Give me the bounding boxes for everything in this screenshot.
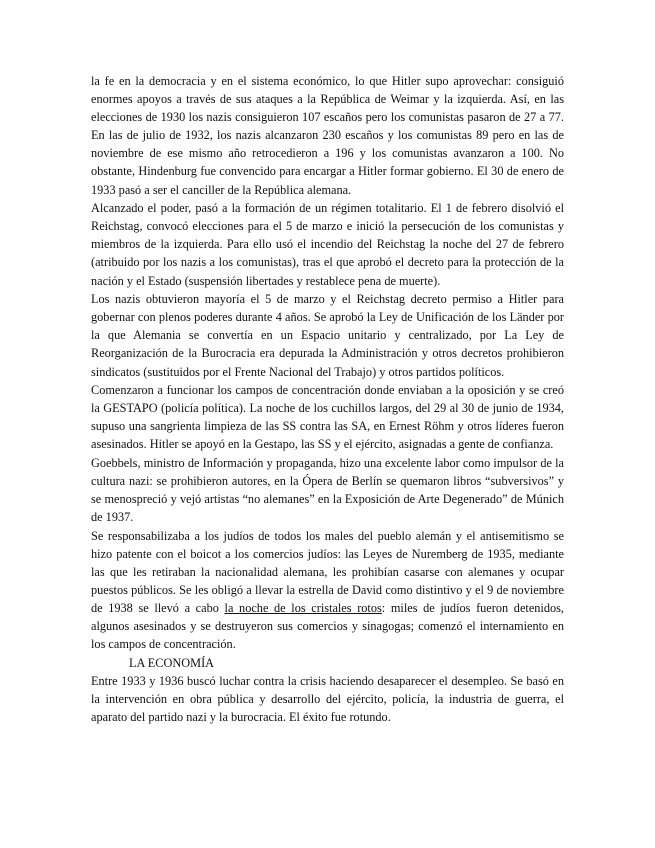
antisemitism-text-after: : miles de judíos fueron detenidos, algunos asesinados y se destruyeron sus comercios y sinagogas; comenzó el internamiento en los campos de concentración. — [91, 601, 564, 652]
paragraph-concentration-camps: Comenzaron a funcionar los campos de concentración donde enviaban a la oposición y se creó la GESTAPO (policía política). La noche de los cuchillos largos, del 29 al 30 de junio de 1934, supuso una sangrienta limpieza de las SS contra las SA, en Ernest Röhm y otros líderes fueron asesinados. Hitler se apoyó en la Gestapo, las SS y el ejército, asignadas a gente de confianza. — [91, 383, 564, 452]
page-body — [91, 72, 564, 726]
paragraph-totalitarian-regime: Alcanzado el poder, pasó a la formación de un régimen totalitario. El 1 de febrero disolvió el Reichstag, convocó elecciones para el 5 de marzo e inició la persecución de los comunistas y miembros de la izquierda. Para ello usó el incendio del Reichstag la noche del 27 de febrero (atribuido por los nazis a los comunistas), tras el que aprobó el decreto para la protección de la nación y el Estado (suspensión libertades y restablece pena de muerte). — [91, 201, 564, 288]
paragraph-antisemitism — [91, 527, 564, 654]
section-heading-economy: LA ECONOMÍA — [129, 655, 215, 670]
kristallnacht-link[interactable]: la noche de los cristales rotos — [224, 601, 382, 616]
paragraph-goebbels: Goebbels, ministro de Información y propaganda, hizo una excelente labor como impulsor de la cultura nazi: se prohibieron autores, en la Ópera de Berlín se quemaron libros “subversivos” y se menospreció y vejó artistas “no alemanes” en la Exposición de Arte Degenerado” de Múnich de 1937. — [91, 455, 564, 525]
paragraph-full-powers: Los nazis obtuvieron mayoría el 5 de marzo y el Reichstag decreto permiso a Hitler para gobernar con plenos poderes durante 4 años. Se aprobó la Ley de Unificación de los Länder por la que Alemania se convertía en un Espacio unitario y centralizado, por La Ley de Reorganización de la Burocracia era depurada la Administración y otros decretos prohibieron sindicatos (sustituidos por el Frente Nacional del Trabajo) y otros partidos políticos. — [91, 292, 564, 379]
paragraph-elections: la fe en la democracia y en el sistema económico, lo que Hitler supo aprovechar: consiguió enormes apoyos a través de sus ataques a la República de Weimar y la izquierda. Así, en las elecciones de 1930 los nazis consiguieron 107 escaños pero los comunistas pasaron de 27 a 77. En las de julio de 1932, los nazis alcanzaron 230 escaños y los comunistas 89 pero en las de noviembre de ese mismo año retrocedieron a 196 y los comunistas avanzaron a 100. No obstante, Hindenburg fue convencido para encargar a Hitler formar gobierno. El 30 de enero de 1933 pasó a ser el canciller de la República alemana. — [91, 74, 564, 197]
paragraph-economy: Entre 1933 y 1936 buscó luchar contra la crisis haciendo desaparecer el desempleo. Se basó en la intervención en obra pública y desarrollo del ejército, policía, la industria de guerra, el aparato del partido nazi y la burocracia. El éxito fue rotundo. — [91, 674, 564, 725]
antisemitism-text-before: Se responsabilizaba a los judíos de todos los males del pueblo alemán y el antisemitismo se hizo patente con el boicot a los comercios judíos: las Leyes de Nuremberg de 1935, mediante las que les retiraban la nacionalidad alemana, les prohibían casarse con alemanes y ocupar puestos públicos. Se les obligó a llevar la estrella de David como distintivo y el 9 de noviembre de 1938 se llevó a cabo — [91, 528, 564, 616]
